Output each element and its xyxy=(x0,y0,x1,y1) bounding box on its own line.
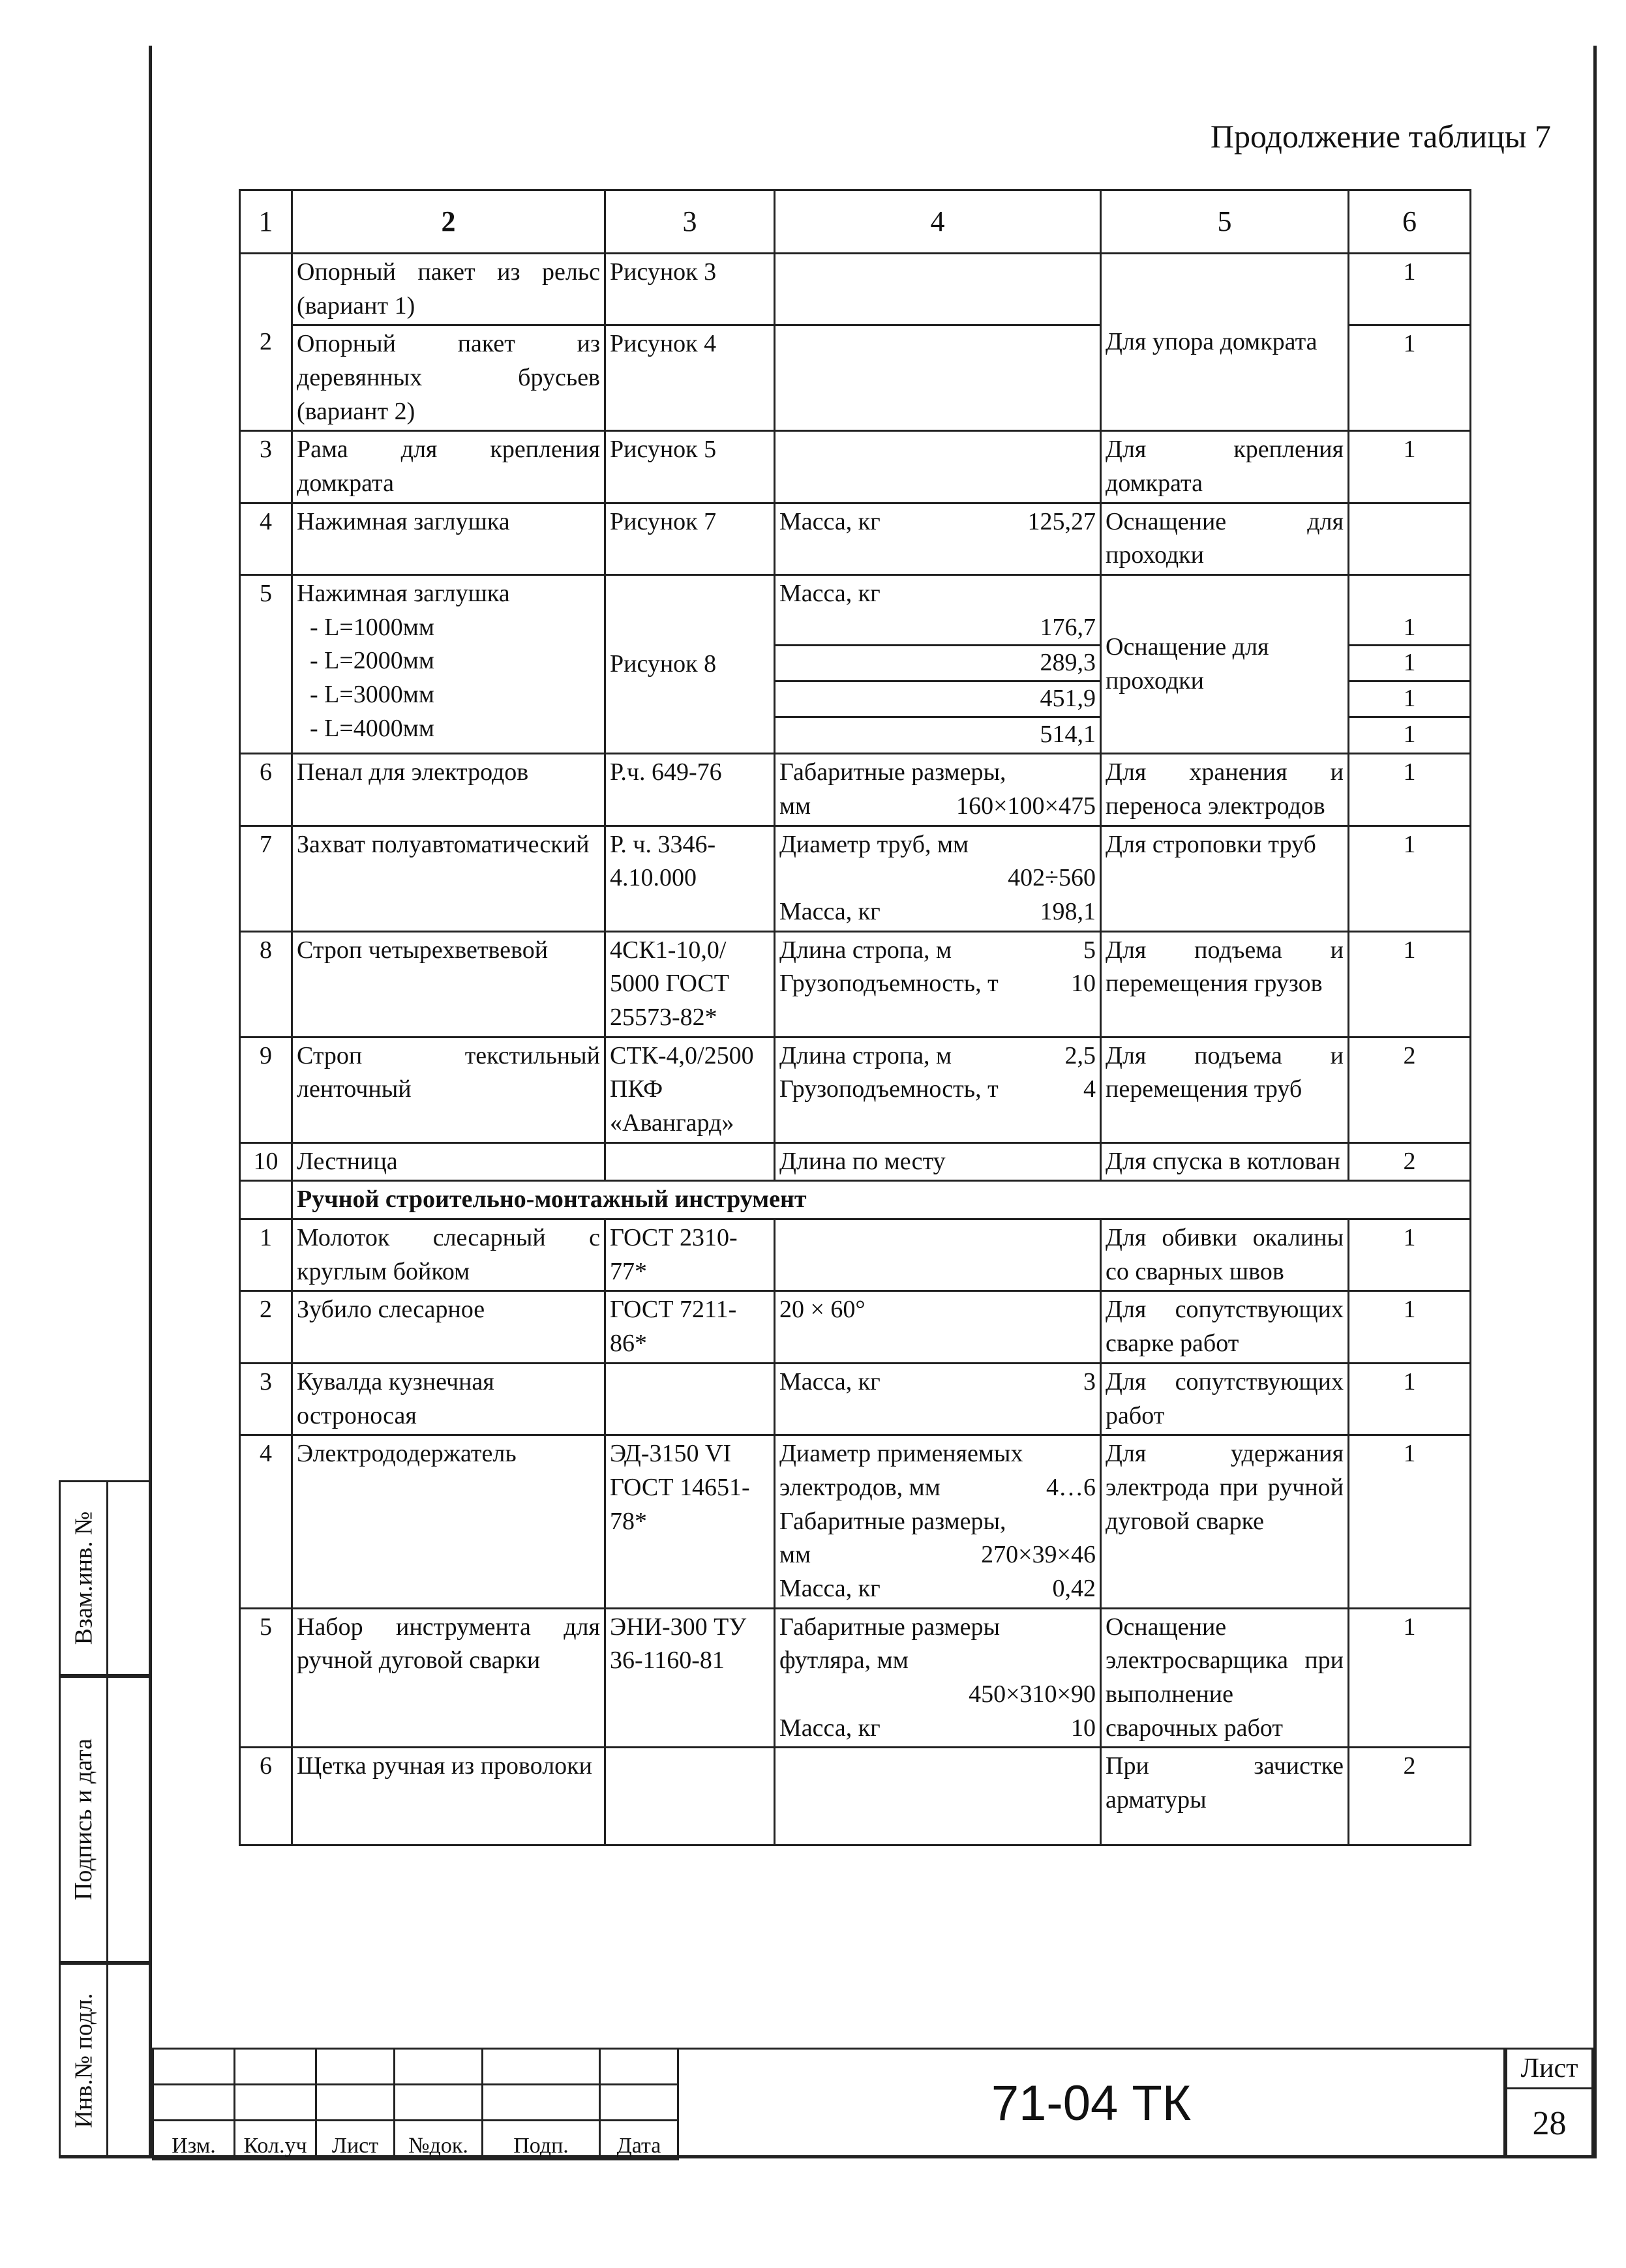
header-cell: 6 xyxy=(1349,190,1471,254)
header-cell: 2 xyxy=(292,190,605,254)
item-ref: 4СК1-10,0/ 5000 ГОСТ 25573-82* xyxy=(605,931,775,1037)
side-stamp-inv-podl: Инв.№ подл. xyxy=(59,1963,151,2158)
item-purpose: Для упора домкрата xyxy=(1101,254,1349,431)
item-qty: 1 xyxy=(1349,1291,1471,1363)
col-label: Лист xyxy=(316,2121,395,2160)
table-row xyxy=(240,1291,1471,1363)
table-row xyxy=(240,575,1471,754)
row-number: 10 xyxy=(240,1142,292,1181)
item-spec: Масса, кг 3 xyxy=(775,1363,1101,1435)
table-row xyxy=(240,1435,1471,1608)
item-ref: ЭД-3150 VI ГОСТ 14651-78* xyxy=(605,1435,775,1608)
item-ref: ГОСТ 2310-77* xyxy=(605,1219,775,1291)
item-name: Электрододержатель xyxy=(292,1435,605,1608)
item-name: Строп четырехветвевой xyxy=(292,931,605,1037)
item-spec: Габаритные размеры футляра, мм 450×310×90 Масса, кг 10 xyxy=(775,1608,1101,1748)
item-spec: Длина по месту xyxy=(775,1142,1101,1181)
row-number: 7 xyxy=(240,826,292,931)
item-spec: Габаритные размеры, мм 160×100×475 xyxy=(775,754,1101,826)
col-label: №док. xyxy=(395,2121,483,2160)
item-name: Зубило слесарное xyxy=(292,1291,605,1363)
item-name: Захват полуавтоматический xyxy=(292,826,605,931)
item-purpose: Оснащение для проходки xyxy=(1101,503,1349,574)
table-row xyxy=(240,1142,1471,1181)
item-name: Набор инструмента для ручной дуговой сварки xyxy=(292,1608,605,1748)
item-ref: СТК-4,0/2500 ПКФ «Авангард» xyxy=(605,1037,775,1142)
table-caption: Продолжение таблицы 7 xyxy=(1210,118,1551,155)
item-qty: 1 xyxy=(1349,1219,1471,1291)
item-spec xyxy=(775,1748,1101,1845)
item-name: Кувалда кузнечная остроносая xyxy=(292,1363,605,1435)
item-name: Пенал для электродов xyxy=(292,754,605,826)
side-stamp-sign-date: Подпись и дата xyxy=(59,1676,151,1963)
item-purpose: Для обивки окалины со сварных швов xyxy=(1101,1219,1349,1291)
item-spec: Диаметр труб, мм 402÷560 Масса, кг 198,1 xyxy=(775,826,1101,931)
header-cell: 5 xyxy=(1101,190,1349,254)
table-row xyxy=(240,1363,1471,1435)
item-purpose: Для подъема и перемещения грузов xyxy=(1101,931,1349,1037)
row-number: 9 xyxy=(240,1037,292,1142)
row-number: 4 xyxy=(240,1435,292,1608)
item-ref: Р.ч. 649-76 xyxy=(605,754,775,826)
sheet-box xyxy=(1505,2048,1593,2158)
col-label: Кол.уч xyxy=(235,2121,316,2160)
item-purpose: Для сопутствующих работ xyxy=(1101,1363,1349,1435)
item-ref: Р. ч. 3346-4.10.000 xyxy=(605,826,775,931)
item-spec: Масса, кг 176,7 289,3 451,9 514,1 xyxy=(775,575,1101,754)
item-qty: 1 xyxy=(1349,754,1471,826)
table-row xyxy=(240,754,1471,826)
item-spec xyxy=(775,1219,1101,1291)
row-number: 1 xyxy=(240,1219,292,1291)
table-row xyxy=(240,826,1471,931)
item-ref: ГОСТ 7211-86* xyxy=(605,1291,775,1363)
header-cell: 4 xyxy=(775,190,1101,254)
item-ref: Рисунок 5 xyxy=(605,431,775,503)
item-qty: 1 xyxy=(1349,826,1471,931)
col-label: Подп. xyxy=(483,2121,600,2160)
item-qty: 1 xyxy=(1349,1435,1471,1608)
item-purpose: Оснащение электросварщика при выполнение сварочных работ xyxy=(1101,1608,1349,1748)
item-qty: 1 xyxy=(1349,1363,1471,1435)
item-qty: 2 xyxy=(1349,1037,1471,1142)
item-spec xyxy=(775,431,1101,503)
item-ref: Рисунок 4 xyxy=(605,325,775,431)
item-ref: Рисунок 3 xyxy=(605,254,775,325)
item-name: Строп текстильный ленточный xyxy=(292,1037,605,1142)
item-qty: 2 xyxy=(1349,1142,1471,1181)
item-ref: Рисунок 7 xyxy=(605,503,775,574)
table-row xyxy=(240,931,1471,1037)
item-name: Рама для крепления домкрата xyxy=(292,431,605,503)
item-purpose: Для хранения и переноса электродов xyxy=(1101,754,1349,826)
item-ref xyxy=(605,1748,775,1845)
table-row xyxy=(240,1748,1471,1845)
row-number: 4 xyxy=(240,503,292,574)
revision-table xyxy=(152,2048,679,2160)
section-row xyxy=(240,1181,1471,1219)
item-ref xyxy=(605,1363,775,1435)
item-purpose: Для крепления домкрата xyxy=(1101,431,1349,503)
item-purpose: Оснащение для проходки xyxy=(1101,575,1349,754)
row-number: 5 xyxy=(240,1608,292,1748)
item-purpose: Для удержания электрода при ручной дуговой сварке xyxy=(1101,1435,1349,1608)
table-row xyxy=(240,1608,1471,1748)
item-qty: 1 xyxy=(1349,325,1471,431)
title-block xyxy=(152,2048,1593,2158)
document-code: 71-04 ТК xyxy=(677,2048,1505,2158)
item-name: Опорный пакет из рельс (вариант 1) xyxy=(292,254,605,325)
table-row xyxy=(240,431,1471,503)
item-name: Нажимная заглушка xyxy=(292,503,605,574)
row-number: 6 xyxy=(240,1748,292,1845)
header-cell: 3 xyxy=(605,190,775,254)
item-spec: Длина стропа, м 2,5 Грузоподъемность, т 4 xyxy=(775,1037,1101,1142)
item-qty: 1 xyxy=(1349,1608,1471,1748)
item-spec xyxy=(775,325,1101,431)
item-purpose: Для спуска в котлован xyxy=(1101,1142,1349,1181)
table-row xyxy=(240,1037,1471,1142)
item-purpose: Для подъема и перемещения труб xyxy=(1101,1037,1349,1142)
item-qty: 1 1 1 1 xyxy=(1349,575,1471,754)
item-spec: Диаметр применяемых электродов, мм 4…6 Габаритные размеры, мм 270×39×46 Масса, кг 0,42 xyxy=(775,1435,1101,1608)
col-label: Дата xyxy=(600,2121,678,2160)
row-number: 8 xyxy=(240,931,292,1037)
row-number: 2 xyxy=(240,254,292,431)
table-row xyxy=(240,503,1471,574)
table-header-row xyxy=(240,190,1471,254)
item-spec: 20 × 60° xyxy=(775,1291,1101,1363)
item-purpose: Для сопутствующих сварке работ xyxy=(1101,1291,1349,1363)
section-title: Ручной строительно-монтажный инструмент xyxy=(292,1181,1471,1219)
item-qty: 1 xyxy=(1349,931,1471,1037)
item-qty: 2 xyxy=(1349,1748,1471,1845)
header-cell: 1 xyxy=(240,190,292,254)
row-number: 3 xyxy=(240,431,292,503)
table-row xyxy=(240,254,1471,325)
item-qty: 1 xyxy=(1349,431,1471,503)
section-spacer xyxy=(240,1181,292,1219)
item-ref: ЭНИ-300 ТУ 36-1160-81 xyxy=(605,1608,775,1748)
sheet-number: 28 xyxy=(1532,2105,1567,2142)
row-number: 5 xyxy=(240,575,292,754)
item-purpose: Для строповки труб xyxy=(1101,826,1349,931)
item-qty xyxy=(1349,503,1471,574)
frame-right-border xyxy=(1593,46,1597,2158)
sheet-label: Лист xyxy=(1507,2050,1591,2089)
item-ref: Рисунок 8 xyxy=(605,575,775,754)
item-purpose: При зачистке арматуры xyxy=(1101,1748,1349,1845)
row-number: 6 xyxy=(240,754,292,826)
table-row xyxy=(240,1219,1471,1291)
equipment-table xyxy=(239,189,1471,1846)
item-ref xyxy=(605,1142,775,1181)
row-number: 3 xyxy=(240,1363,292,1435)
item-name: Лестница xyxy=(292,1142,605,1181)
item-spec xyxy=(775,254,1101,325)
item-spec: Длина стропа, м 5 Грузоподъемность, т 10 xyxy=(775,931,1101,1037)
item-name: Опорный пакет из деревянных брусьев (вариант 2) xyxy=(292,325,605,431)
row-number: 2 xyxy=(240,1291,292,1363)
side-stamp-inv-zam: Взам.инв. № xyxy=(59,1480,151,1676)
item-name: Щетка ручная из проволоки xyxy=(292,1748,605,1845)
item-spec: Масса, кг 125,27 xyxy=(775,503,1101,574)
item-name: Нажимная заглушка - L=1000мм - L=2000мм - L=3000мм - L=4000мм xyxy=(292,575,605,754)
col-label: Изм. xyxy=(153,2121,235,2160)
item-name: Молоток слесарный с круглым бойком xyxy=(292,1219,605,1291)
item-qty: 1 xyxy=(1349,254,1471,325)
